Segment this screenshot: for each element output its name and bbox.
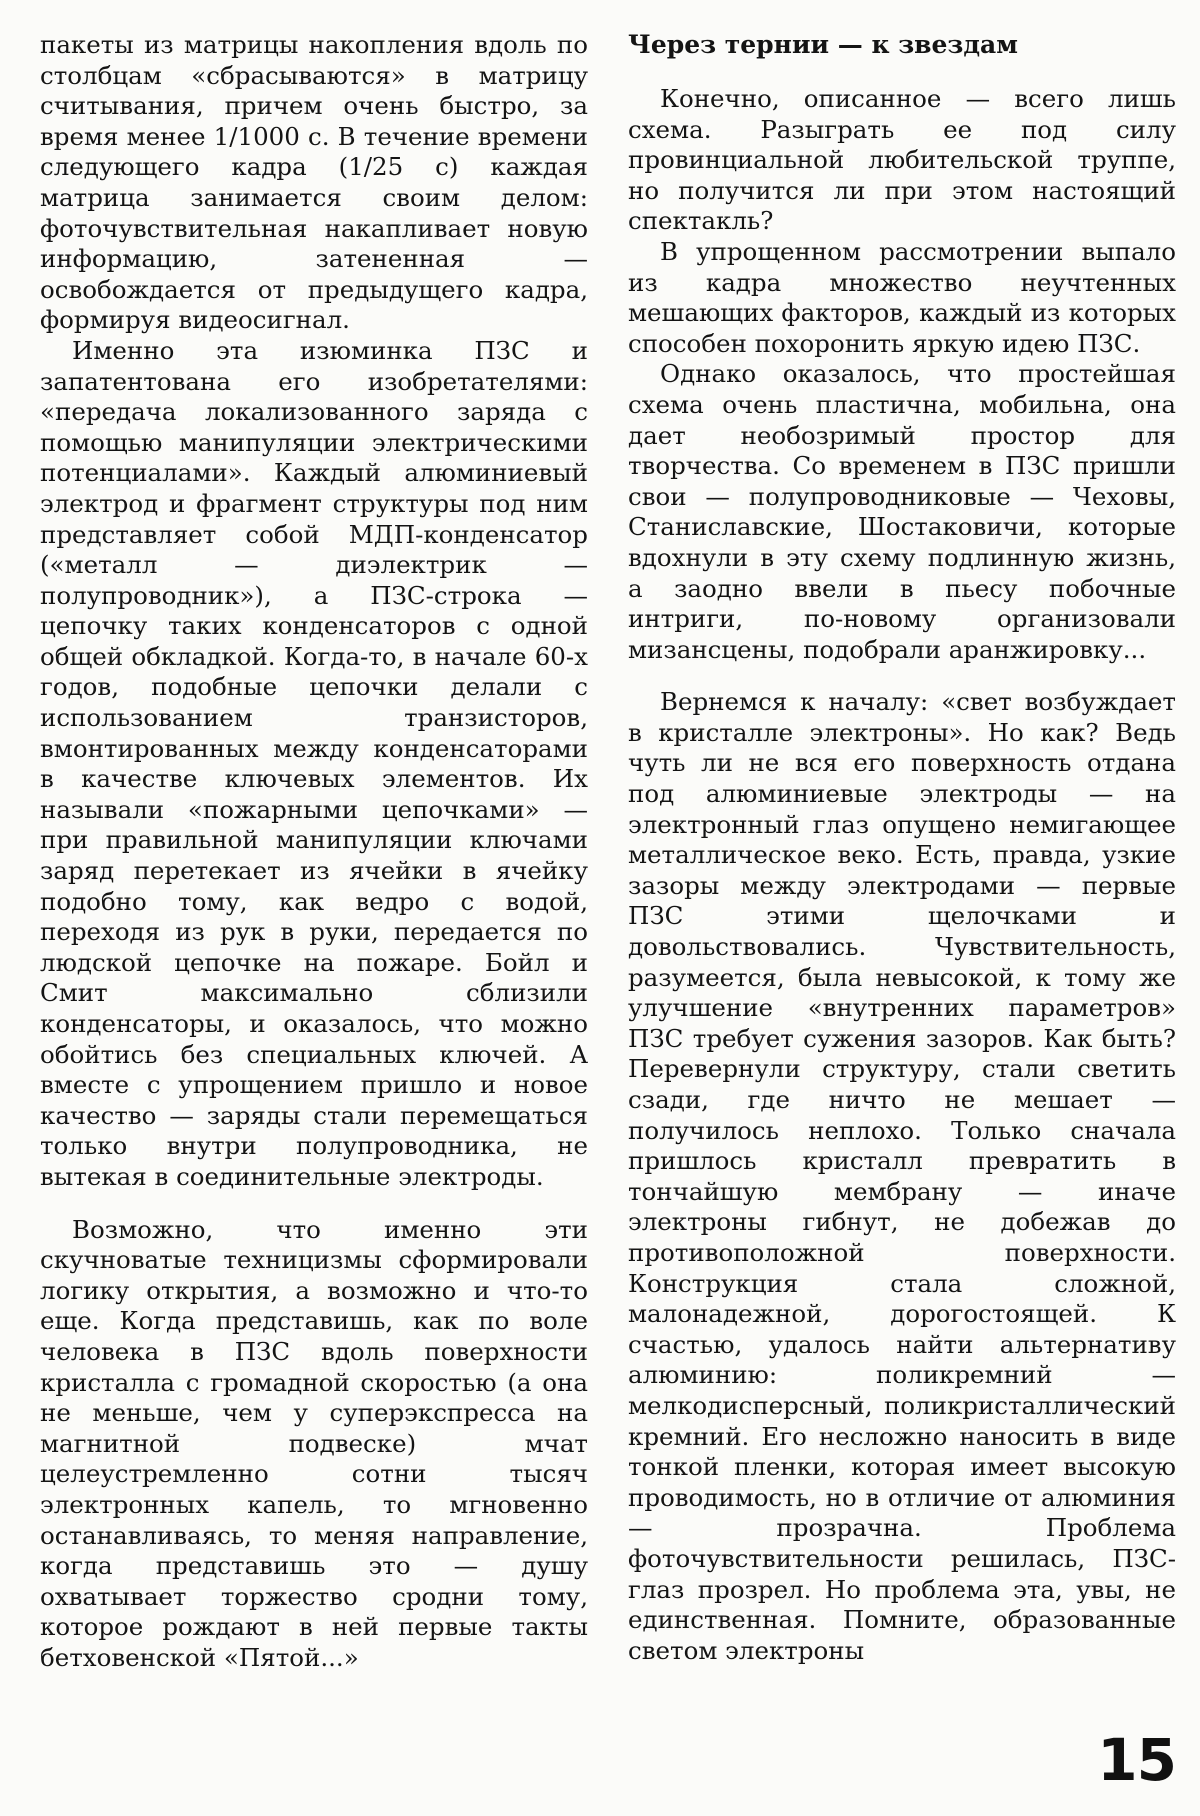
paragraph: Возможно, что именно эти скучноватые техницизмы сформировали логику открытия, а возможно и что-то еще. Когда представишь, как по воле человека в ПЗС вдоль поверхности кристалла с громадной скоростью (а она не меньше, чем у суперэкспресса на магнитной подвеске) мчат целеустремленно сотни тысяч электронных капель, то мгновенно останавливаясь, то меняя направление, когда представишь это — душу охватывает торжество сродни тому, которое рождают в ней первые такты бетховенской «Пятой...» [40,1214,588,1672]
paragraph: Вернемся к началу: «свет возбуждает в кристалле электроны». Но как? Ведь чуть ли не вся его поверхность отдана под алюминиевые электроды — на электронный глаз опущено немигающее металлическое веко. Есть, правда, узкие зазоры между электродами — первые ПЗС этими щелочками и довольствовались. Чувствительность, разумеется, была невысокой, к тому же улучшение «внутренних параметров» ПЗС требует сужения зазоров. Как быть? Перевернули структуру, стали светить сзади, где ничто не мешает — получилось неплохо. Только сначала пришлось кристалл превратить в тончайшую мембрану — иначе электроны гибнут, не добежав до противоположной поверхности. Конструкция стала сложной, малонадежной, дорогостоящей. К счастью, удалось найти альтернативу алюминию: поликремний — мелкодисперсный, поликристаллический кремний. Его несложно наносить в виде тонкой пленки, которая имеет высокую проводимость, но в отличие от алюминия — прозрачна. Проблема фоточувствительности решилась, ПЗС-глаз прозрел. Но проблема эта, увы, не единственная. Помните, образованные светом электроны [628,687,1176,1665]
paragraph: Однако оказалось, что простейшая схема очень пластична, мобильна, она дает необозримый простор для творчества. Со временем в ПЗС пришли свои — полупроводниковые — Чеховы, Станиславские, Шостаковичи, которые вдохнули в эту схему подлинную жизнь, а заодно ввели в пьесу побочные интриги, по-новому организовали мизансцены, подобрали аранжировку... [628,359,1176,664]
right-column [628,30,1176,1666]
paragraph: Конечно, описанное — всего лишь схема. Разыграть ее под силу провинциальной любительской труппе, но получится ли при этом настоящий спектакль? [628,84,1176,236]
paragraph: В упрощенном рассмотрении выпало из кадра множество неучтенных мешающих факторов, каждый из которых способен похоронить яркую идею ПЗС. [628,236,1176,358]
page-number: 15 [1097,1726,1176,1794]
section-heading: Через тернии — к звездам [628,30,1018,59]
paragraph: Именно эта изюминка ПЗС и запатентована его изобретателями: «передача локализованного заряда с помощью манипуляции электрическими потенциалами». Каждый алюминиевый электрод и фрагмент структуры под ним представляет собой МДП-конденсатор («металл — диэлектрик — полупроводник»), а ПЗС-строка — цепочку таких конденсаторов с одной общей обкладкой. Когда-то, в начале 60-х годов, подобные цепочки делали с использованием транзисторов, вмонтированных между конденсаторами в качестве ключевых элементов. Их называли «пожарными цепочками» — при правильной манипуляции ключами заряд перетекает из ячейки в ячейку подобно тому, как ведро с водой, переходя из рук в руки, передается по людской цепочке на пожаре. Бойл и Смит максимально сблизили конденсаторы, и оказалось, что можно обойтись без специальных ключей. А вместе с упрощением пришло и новое качество — заряды стали перемещаться только внутри полупроводника, не вытекая в соединительные электроды. [40,335,588,1191]
paragraph: пакеты из матрицы накопления вдоль по столбцам «сбрасываются» в матрицу считывания, причем очень быстро, за время менее 1/1000 с. В течение времени следующего кадра (1/25 с) каждая матрица занимается своим делом: фоточувствительная накапливает новую информацию, затененная — освобождается от предыдущего кадра, формируя видеосигнал. [40,30,588,335]
left-column [40,30,588,1673]
